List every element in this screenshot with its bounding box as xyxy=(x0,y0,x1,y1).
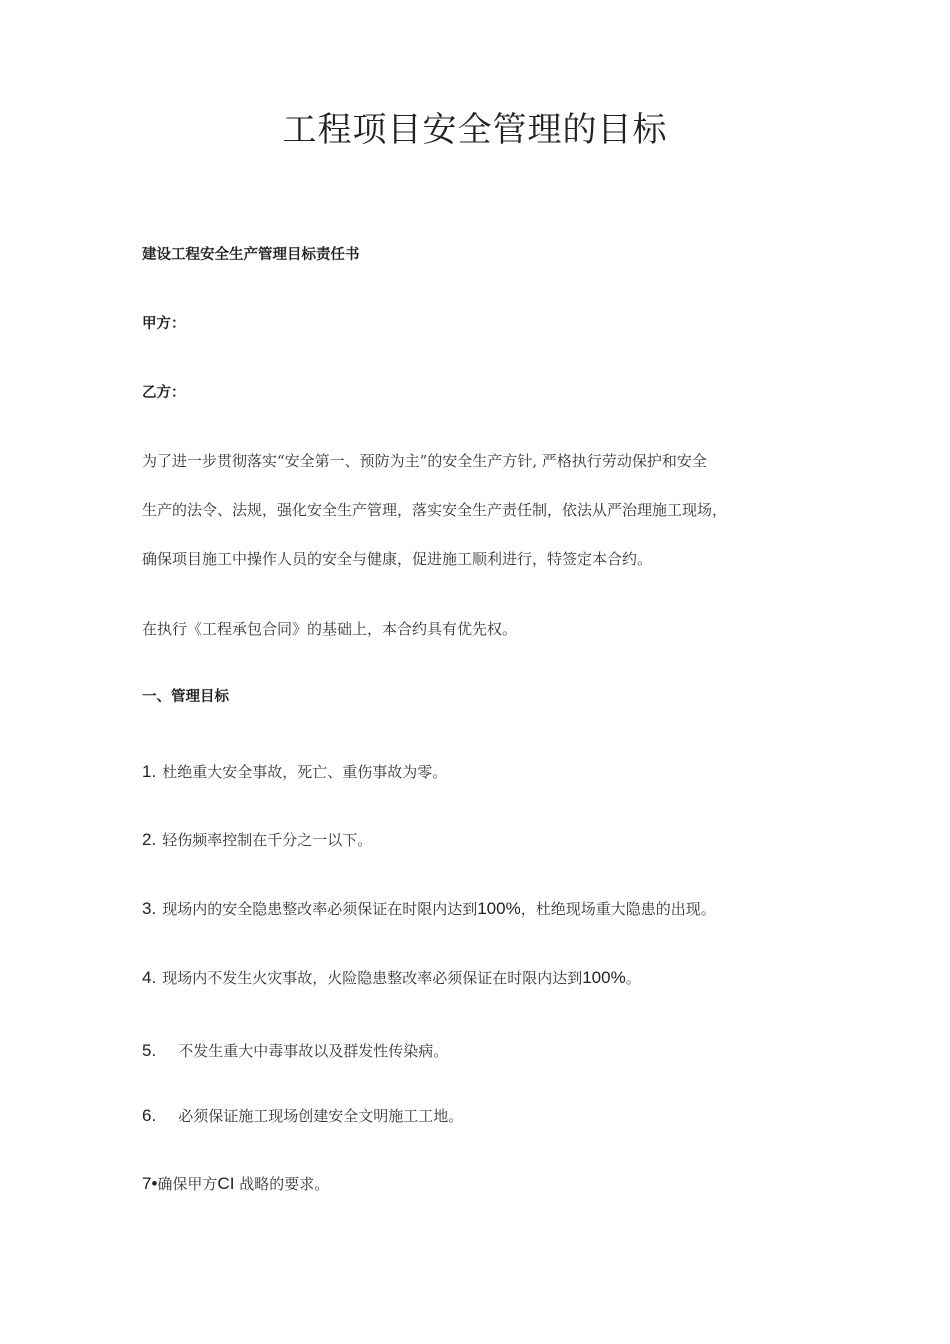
document-title: 工程项目安全管理的目标 xyxy=(282,110,668,150)
target-number: 6. xyxy=(142,1106,157,1125)
target-text-after: 战略的要求。 xyxy=(234,1175,330,1193)
section-heading: 一、管理目标 xyxy=(142,689,229,705)
target-item xyxy=(142,761,447,783)
target-item xyxy=(142,829,372,851)
target-item xyxy=(142,1105,463,1127)
target-item xyxy=(142,1173,329,1195)
target-text: 现场内不发生火灾事故，火险隐患整改率必须保证在时限内达到 xyxy=(162,969,583,987)
intro-paragraph-line: 确保项目施工中操作人员的安全与健康，促进施工顺利进行，特签定本合约。 xyxy=(142,550,653,568)
target-text: 轻伤频率控制在千分之一以下。 xyxy=(162,831,373,849)
target-item xyxy=(142,898,716,920)
target-text: 必须保证施工现场创建安全文明施工工地。 xyxy=(178,1107,464,1125)
target-value: CI xyxy=(217,1174,235,1193)
intro-paragraph-line: 为了进一步贯彻落实“安全第一、预防为主”的安全生产方针, 严格执行劳动保护和安全 xyxy=(142,452,707,470)
target-number: 3. xyxy=(142,899,157,918)
target-number: 2. xyxy=(142,830,157,849)
target-value: 100% xyxy=(477,899,521,918)
target-number: 4. xyxy=(142,968,157,987)
target-number: 1. xyxy=(142,762,157,781)
target-text: 确保甲方 xyxy=(157,1175,218,1193)
party-a-label: 甲方： xyxy=(142,316,186,332)
target-text: 现场内的安全隐患整改率必须保证在时限内达到 xyxy=(162,900,478,918)
target-item xyxy=(142,1040,448,1062)
target-item xyxy=(142,967,641,989)
target-text-after: 。 xyxy=(625,969,641,987)
target-text: 杜绝重大安全事故，死亡、重伤事故为零。 xyxy=(162,763,448,781)
target-number: 7• xyxy=(142,1174,158,1193)
target-text-after: ，杜绝现场重大隐患的出现。 xyxy=(520,900,716,918)
target-text: 不发生重大中毒事故以及群发性传染病。 xyxy=(178,1042,449,1060)
intro-paragraph-line: 生产的法令、法规，强化安全生产管理，落实安全生产责任制，依法从严治理施工现场， xyxy=(142,501,728,519)
target-value: 100% xyxy=(582,968,626,987)
document-subtitle: 建设工程安全生产管理目标责任书 xyxy=(142,247,360,263)
party-b-label: 乙方： xyxy=(142,385,186,401)
target-number: 5. xyxy=(142,1041,157,1060)
priority-statement: 在执行《工程承包合同》的基础上，本合约具有优先权。 xyxy=(142,620,518,638)
